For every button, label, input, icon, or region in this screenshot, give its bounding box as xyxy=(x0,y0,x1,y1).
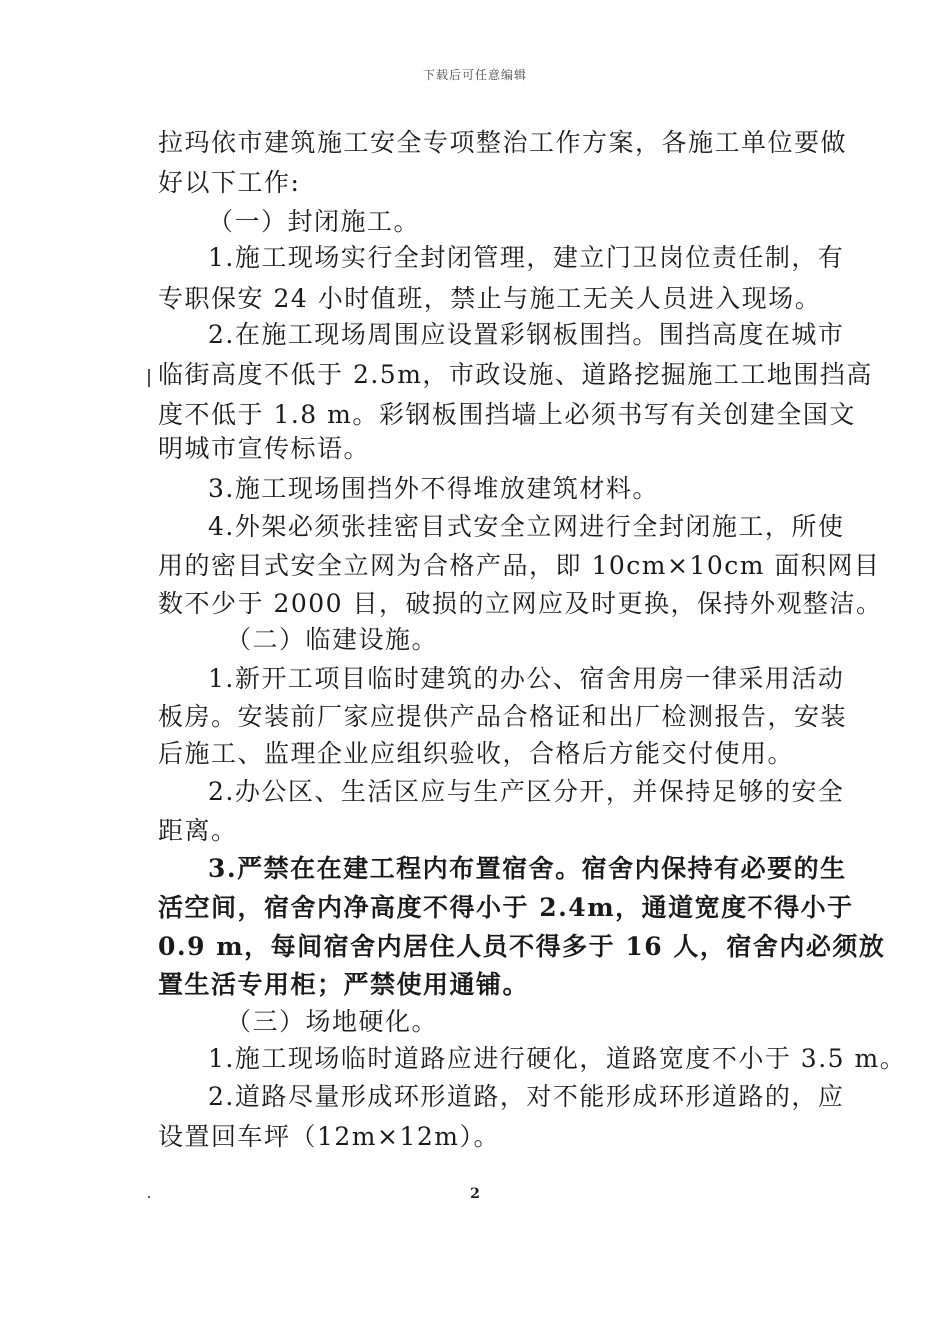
text-line: 明城市宣传标语。 xyxy=(158,434,371,463)
section-heading: （二）临建设施。 xyxy=(226,625,439,654)
section-heading: （三）场地硬化。 xyxy=(226,1007,439,1036)
bold-text-line: 置生活专用柜；严禁使用通铺。 xyxy=(158,970,530,999)
text-line: 1.施工现场临时道路应进行硬化，道路宽度不小于 3.5 m。 xyxy=(208,1044,907,1073)
text-line: 好以下工作: xyxy=(158,168,301,197)
bold-text-line: 活空间，宿舍内净高度不得小于 2.4m，通道宽度不得小于 xyxy=(158,893,854,922)
text-line: 数不少于 2000 目，破损的立网应及时更换，保持外观整洁。 xyxy=(158,589,883,618)
text-line: 2.办公区、生活区应与生产区分开，并保持足够的安全 xyxy=(208,777,845,806)
text-line: 1.新开工项目临时建筑的办公、宿舍用房一律采用活动 xyxy=(208,664,845,693)
text-line: 专职保安 24 小时值班，禁止与施工无关人员进入现场。 xyxy=(158,284,822,313)
text-line: 设置回车坪（12m×12m）。 xyxy=(158,1122,500,1151)
text-line: 4.外架必须张挂密目式安全立网进行全封闭施工，所使 xyxy=(208,512,845,541)
section-heading: （一）封闭施工。 xyxy=(208,207,421,236)
text-line: 距离。 xyxy=(158,816,238,845)
text-line: 1.施工现场实行全封闭管理，建立门卫岗位责任制，有 xyxy=(208,243,845,272)
page-header: 下载后可任意编辑 xyxy=(422,68,527,82)
text-line: 3.施工现场围挡外不得堆放建筑材料。 xyxy=(208,474,659,503)
text-line: 临街高度不低于 2.5m，市政设施、道路挖掘施工工地围挡高 xyxy=(158,360,873,389)
bold-text-line: 3.严禁在在建工程内布置宿舍。宿舍内保持有必要的生 xyxy=(208,854,847,883)
bold-text-line: 0.9 m，每间宿舍内居住人员不得多于 16 人，宿舍内必须放 xyxy=(158,932,886,961)
text-line: 后施工、监理企业应组织验收，合格后方能交付使用。 xyxy=(158,739,795,768)
scan-mark xyxy=(148,369,150,387)
text-line: 拉玛依市建筑施工安全专项整治工作方案，各施工单位要做 xyxy=(158,128,848,157)
text-line: 板房。安装前厂家应提供产品合格证和出厂检测报告，安装 xyxy=(158,702,848,731)
text-line: 2.道路尽量形成环形道路，对不能形成环形道路的，应 xyxy=(208,1082,845,1111)
text-line: 用的密目式安全立网为合格产品，即 10cm×10cm 面积网目 xyxy=(158,551,881,580)
text-line: 2.在施工现场周围应设置彩钢板围挡。围挡高度在城市 xyxy=(208,320,845,349)
text-line: 度不低于 1.8 m。彩钢板围挡墙上必须书写有关创建全国文 xyxy=(158,400,856,429)
page-number: 2 xyxy=(470,1186,480,1202)
